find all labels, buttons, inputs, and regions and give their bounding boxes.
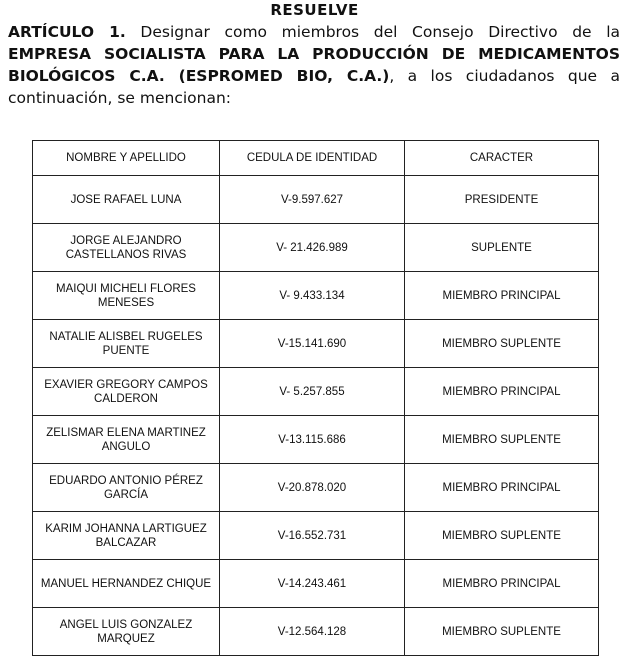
cell-cedula: V-13.115.686: [220, 416, 405, 464]
cell-nombre: KARIM JOHANNA LARTIGUEZ BALCAZAR: [33, 512, 220, 560]
cell-nombre: JOSE RAFAEL LUNA: [33, 176, 220, 224]
header-cedula: CEDULA DE IDENTIDAD: [220, 141, 405, 176]
cell-caracter: MIEMBRO SUPLENTE: [405, 416, 599, 464]
table-row: [33, 320, 599, 368]
cell-nombre: EDUARDO ANTONIO PÉREZ GARCÍA: [33, 464, 220, 512]
cell-caracter: MIEMBRO SUPLENTE: [405, 320, 599, 368]
table-row: [33, 224, 599, 272]
cell-caracter: MIEMBRO SUPLENTE: [405, 512, 599, 560]
article-text-after: , a los ciudadanos que a continuación, se mencionan:: [8, 67, 620, 107]
cell-nombre: MANUEL HERNANDEZ CHIQUE: [33, 560, 220, 608]
table-row: [33, 464, 599, 512]
article-label: ARTÍCULO 1.: [8, 23, 126, 41]
table-row: [33, 368, 599, 416]
table-row: [33, 176, 599, 224]
cell-cedula: V- 9.433.134: [220, 272, 405, 320]
table-row: [33, 272, 599, 320]
cell-nombre: ZELISMAR ELENA MARTINEZ ANGULO: [33, 416, 220, 464]
table-row: [33, 560, 599, 608]
company-name: EMPRESA SOCIALISTA PARA LA PRODUCCIÓN DE MEDICAMENTOS BIOLÓGICOS C.A. (ESPROMED BIO, C.A.): [8, 45, 620, 85]
cell-caracter: PRESIDENTE: [405, 176, 599, 224]
cell-nombre: EXAVIER GREGORY CAMPOS CALDERON: [33, 368, 220, 416]
cell-nombre: MAIQUI MICHELI FLORES MENESES: [33, 272, 220, 320]
cell-cedula: V-9.597.627: [220, 176, 405, 224]
cell-caracter: MIEMBRO PRINCIPAL: [405, 272, 599, 320]
cell-cedula: V-14.243.461: [220, 560, 405, 608]
cell-cedula: V- 5.257.855: [220, 368, 405, 416]
cell-cedula: V- 21.426.989: [220, 224, 405, 272]
header-caracter: CARACTER: [405, 141, 599, 176]
cell-caracter: SUPLENTE: [405, 224, 599, 272]
table-row: [33, 416, 599, 464]
cell-cedula: V-16.552.731: [220, 512, 405, 560]
cell-caracter: MIEMBRO PRINCIPAL: [405, 464, 599, 512]
table-row: [33, 512, 599, 560]
cell-caracter: MIEMBRO PRINCIPAL: [405, 368, 599, 416]
cell-caracter: MIEMBRO SUPLENTE: [405, 608, 599, 656]
table-row: [33, 608, 599, 656]
resolution-heading: RESUELVE: [270, 1, 359, 19]
article-paragraph: [8, 21, 620, 109]
header-nombre: NOMBRE Y APELLIDO: [33, 141, 220, 176]
cell-nombre: ANGEL LUIS GONZALEZ MARQUEZ: [33, 608, 220, 656]
members-table: [32, 140, 599, 656]
cell-cedula: V-15.141.690: [220, 320, 405, 368]
article-text-before: Designar como miembros del Consejo Directivo de la: [125, 23, 621, 41]
cell-nombre: JORGE ALEJANDRO CASTELLANOS RIVAS: [33, 224, 220, 272]
cell-cedula: V-12.564.128: [220, 608, 405, 656]
table-header-row: [33, 141, 599, 176]
cell-nombre: NATALIE ALISBEL RUGELES PUENTE: [33, 320, 220, 368]
cell-caracter: MIEMBRO PRINCIPAL: [405, 560, 599, 608]
cell-cedula: V-20.878.020: [220, 464, 405, 512]
